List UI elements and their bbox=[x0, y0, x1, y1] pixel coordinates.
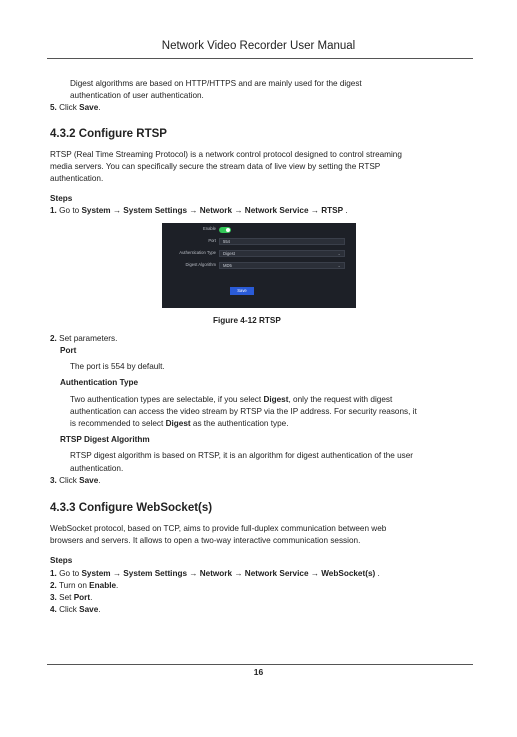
param-heading-auth: Authentication Type bbox=[60, 378, 139, 388]
auth-type-label: Authentication Type bbox=[179, 249, 216, 255]
chevron-down-icon: ⌄ bbox=[337, 262, 341, 268]
footer-divider bbox=[47, 664, 473, 665]
step-bold-term: Save bbox=[79, 103, 99, 113]
digest-note-line: authentication of user authentication. bbox=[70, 91, 204, 101]
step-number: 5. bbox=[50, 103, 57, 113]
param-text: authentication. bbox=[70, 463, 124, 473]
param-heading-digest: RTSP Digest Algorithm bbox=[60, 435, 150, 445]
digest-alg-select[interactable] bbox=[219, 262, 345, 269]
step-number: 4. bbox=[50, 605, 57, 615]
websocket-description-line: WebSocket protocol, based on TCP, aims to provide full-duplex communication between web bbox=[50, 524, 387, 534]
step-item bbox=[50, 592, 470, 604]
step-item bbox=[50, 205, 470, 217]
param-heading-port: Port bbox=[60, 346, 77, 356]
step-text: . bbox=[116, 580, 119, 590]
menu-path: System → System Settings → Network → Network Service → RTSP bbox=[81, 206, 344, 216]
param-bold-term: Digest bbox=[263, 394, 289, 404]
port-input[interactable]: 554 bbox=[219, 238, 345, 245]
digest-alg-row bbox=[162, 262, 356, 269]
step-text: Go to bbox=[59, 206, 82, 216]
auth-type-row bbox=[162, 250, 356, 257]
step-text: . bbox=[98, 605, 101, 615]
port-label: Port bbox=[208, 237, 216, 243]
rtsp-description-line: media servers. You can specifically secure the stream data of live view by setting the RTSP bbox=[50, 161, 381, 171]
websocket-description-line: browsers and servers. It allows to open a two-way interactive communication session. bbox=[50, 536, 361, 546]
step-text: . bbox=[98, 103, 101, 113]
step-text: . bbox=[98, 475, 101, 485]
digest-note-line: Digest algorithms are based on HTTP/HTTPS and are mainly used for the digest bbox=[70, 79, 362, 88]
step-number: 2. bbox=[50, 333, 57, 343]
chevron-down-icon: ⌄ bbox=[337, 250, 341, 256]
port-row bbox=[162, 238, 356, 245]
step-bold-term: Save bbox=[79, 605, 99, 615]
header-divider bbox=[47, 58, 473, 59]
step-number: 2. bbox=[50, 580, 57, 590]
digest-alg-value: MD5 bbox=[223, 262, 232, 268]
param-text bbox=[50, 418, 470, 430]
auth-type-select[interactable] bbox=[219, 250, 345, 257]
param-text: RTSP digest algorithm is based on RTSP, it is an algorithm for digest authentication of the user bbox=[70, 451, 414, 461]
step-bold-term: Enable bbox=[89, 580, 117, 590]
rtsp-settings-screenshot bbox=[162, 223, 356, 308]
step-item bbox=[50, 333, 470, 345]
enable-label: Enable bbox=[202, 225, 216, 231]
step-text: Set bbox=[59, 593, 74, 603]
step-item bbox=[50, 580, 470, 592]
step-text: . bbox=[343, 206, 348, 216]
toggle-knob bbox=[226, 228, 230, 232]
param-text-part: as the authentication type. bbox=[190, 419, 289, 429]
page-header: Network Video Recorder User Manual bbox=[161, 40, 356, 52]
save-button[interactable]: Save bbox=[230, 287, 254, 295]
step-number: 1. bbox=[50, 568, 57, 578]
step-text: Go to bbox=[59, 568, 82, 578]
param-bold-term: Digest bbox=[165, 419, 191, 429]
param-text bbox=[50, 394, 470, 406]
step-text: Turn on bbox=[58, 580, 90, 590]
steps-label: Steps bbox=[50, 556, 73, 566]
auth-type-value: Digest bbox=[223, 250, 235, 256]
step-number: 3. bbox=[50, 475, 57, 485]
section-heading-websocket: 4.3.3 Configure WebSocket(s) bbox=[50, 502, 213, 515]
param-text: authentication can access the video stream by RTSP via the IP address. For security reasons, it bbox=[70, 406, 417, 416]
rtsp-description-line: RTSP (Real Time Streaming Protocol) is a network control protocol designed to control streaming bbox=[50, 149, 402, 159]
step-text: Click bbox=[59, 103, 80, 113]
step-text: Click bbox=[59, 605, 80, 615]
step-text: . bbox=[90, 593, 93, 603]
param-text-part: , only the request with digest bbox=[288, 394, 393, 404]
step-item bbox=[50, 568, 470, 580]
rtsp-description-line: authentication. bbox=[50, 174, 104, 184]
step-text: Set parameters. bbox=[59, 333, 118, 343]
digest-alg-label: Digest Algorithm bbox=[185, 261, 216, 267]
step-item bbox=[50, 102, 470, 114]
param-text-part: is recommended to select bbox=[70, 419, 166, 429]
param-text-part: Two authentication types are selectable, if you select bbox=[70, 394, 264, 404]
step-bold-term: Save bbox=[79, 475, 99, 485]
step-text: . bbox=[375, 568, 380, 578]
page-number: 16 bbox=[253, 667, 264, 677]
step-number: 3. bbox=[50, 593, 57, 603]
section-heading-rtsp: 4.3.2 Configure RTSP bbox=[50, 127, 167, 140]
figure-caption: Figure 4-12 RTSP bbox=[213, 315, 281, 325]
step-text: Click bbox=[59, 475, 80, 485]
menu-path: System → System Settings → Network → Network Service → WebSocket(s) bbox=[81, 568, 376, 578]
step-item bbox=[50, 604, 470, 616]
step-bold-term: Port bbox=[73, 593, 91, 603]
enable-row bbox=[162, 226, 356, 233]
page-content bbox=[50, 78, 470, 616]
enable-toggle[interactable] bbox=[219, 227, 231, 233]
param-text: The port is 554 by default. bbox=[70, 362, 165, 372]
steps-label: Steps bbox=[50, 194, 73, 204]
step-number: 1. bbox=[50, 206, 57, 216]
step-item bbox=[50, 475, 470, 487]
